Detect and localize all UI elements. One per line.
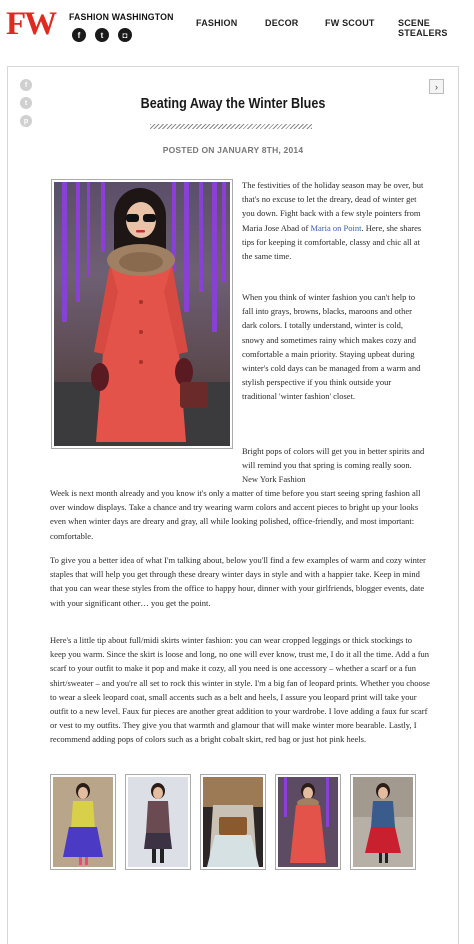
twitter-icon[interactable]: t (95, 28, 109, 42)
outfit-thumbnail-3-image (203, 777, 263, 867)
paragraph-skirt-tips: Here's a little tip about full/midi skirts winter fashion: you can wear cropped leggings or thick stockings to keep you warm. Since the skirt is loose and long, no one will ever know, trust me, I do it all the time. Add a fun scarf to your outfit to make it pop and make it cozy, all you need is one accessory – whether a scarf or a fun shirt/sweater – and you're all set to rock this winter in style. I'm a big fan of leopard prints. Whether you choose to wear a sleek leopard coat, small accents such as a belt and heels, I assure you leopard print will take your outfit to a new level. Faux fur pieces are another great addition to your wardrobe. I love adding a faux fur scarf or vest to my outfits. They give you that warmth and glamour that will make winter more bearable. Lastly, I recommend adding pops of colors such as a bright cobalt skirt, red bag or just hot pink heels. (50, 635, 430, 745)
paragraph-bright-colors-start: Bright pops of colors will get you in better spirits and will remind you that spring is coming really soon. New York Fashion (242, 446, 425, 485)
main-photo-image (54, 182, 230, 446)
twitter-share-icon[interactable]: t (20, 97, 32, 109)
maria-on-point-link[interactable]: Maria on Point (310, 222, 362, 233)
outfit-thumbnail-2-image (128, 777, 188, 867)
site-brand-name[interactable]: FASHION WASHINGTON (69, 12, 174, 23)
paragraph-examples: To give you a better idea of what I'm talking about, below you'll find a few examples of warm and cozy winter staples that will help you get through these dreary winter days in style and with a happier take. Keep in mind that you can wear these styles from the office to happy hour, dinner with your girlfriends, blogger events, date with your significant other… you get the point. (50, 555, 426, 608)
pinterest-share-icon[interactable]: p (20, 115, 32, 127)
outfit-thumbnail-5[interactable] (350, 774, 416, 870)
nav-item-fashion[interactable]: FASHION (196, 18, 238, 28)
nav-item-scene-stealers[interactable]: SCENE STEALERS (398, 18, 448, 38)
site-logo[interactable]: FW (6, 6, 56, 42)
main-photo[interactable] (51, 179, 233, 449)
article-title: Beating Away the Winter Blues (140, 95, 326, 112)
paragraph-winter-colors: When you think of winter fashion you can't help to fall into grays, browns, blacks, maroons and other dark colors. I totally understand, winter is cold, snowy and sometimes rainy which makes cozy and comfortable a main priority. Staying upbeat during winter's cold days can be managed from a warm and stylish perspective if you think outside your traditional 'winter fashion' closet. (242, 292, 421, 402)
intro-text-end: . Here, she shares tips for keeping it comfortable, classy and chic all at the same time. (242, 222, 422, 262)
instagram-icon[interactable]: ◘ (118, 28, 132, 42)
outfit-thumbnail-1[interactable] (50, 774, 116, 870)
intro-paragraph (242, 178, 424, 263)
nav-item-fw-scout[interactable]: FW SCOUT (325, 18, 375, 28)
outfit-thumbnail-3[interactable] (200, 774, 266, 870)
nav-item-decor[interactable]: DECOR (265, 18, 299, 28)
title-divider (150, 124, 312, 129)
next-article-button[interactable]: › (429, 79, 444, 94)
outfit-thumbnail-1-image (53, 777, 113, 867)
outfit-thumbnail-4[interactable] (275, 774, 341, 870)
woman-in-red-coat-illustration (54, 182, 230, 446)
outfit-thumbnail-2[interactable] (125, 774, 191, 870)
facebook-icon[interactable]: f (72, 28, 86, 42)
intro-text-start: The festivities of the holiday season may be over, but that's no excuse to let the dreary, dead of winter get you down. Fight back with a few style pointers from Maria Jose Abad of (242, 180, 424, 233)
outfit-thumbnail-4-image (278, 777, 338, 867)
outfit-thumbnail-5-image (353, 777, 413, 867)
facebook-share-icon[interactable]: f (20, 79, 32, 91)
site-header (0, 0, 474, 56)
post-date: POSTED ON JANUARY 8TH, 2014 (162, 145, 304, 155)
paragraph-bright-colors-cont: Week is next month already and you know it's only a matter of time before you start seeing spring fashion all over window displays. Take a chance and try wearing warm colors and accent pieces to bright up your looks even when winter days are dreary and gray, all while looking polished, office-friendly, and most important: comfortable. (50, 488, 421, 541)
